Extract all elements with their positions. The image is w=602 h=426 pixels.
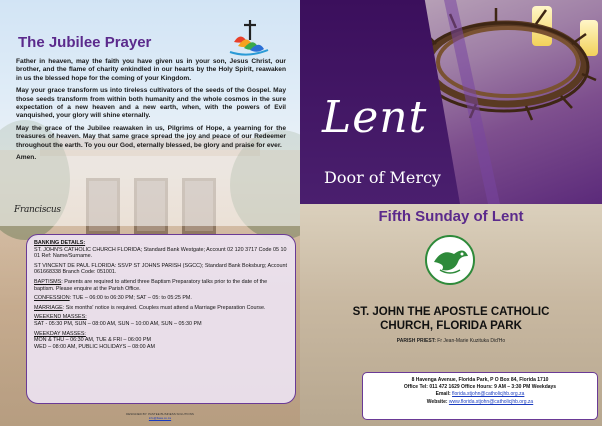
- confession-text: : TUE – 06:00 to 06:30 PM; SAT – 05: to 05:25 PM.: [69, 295, 192, 302]
- prayer-paragraph: May the grace of the Jubilee reawaken in us, Pilgrims of Hope, a yearning for the treasures of heaven. May that same grace spread the joy and peace of our Redeemer throughout the earth. To you our God, eternally blessed, be glory and praise for ever.: [16, 124, 286, 149]
- priest-label: PARISH PRIEST:: [396, 338, 436, 344]
- papal-signature: Franciscus: [14, 205, 61, 215]
- prayer-body: [16, 58, 286, 166]
- contact-website: [363, 399, 597, 406]
- lent-title: Lent: [322, 92, 428, 143]
- weekend-masses-heading: WEEKEND MASSES:: [34, 314, 87, 321]
- contact-address: 8 Havenga Avenue, Florida Park, P O Box 84, Florida 1710: [411, 377, 549, 383]
- banking-heading: BANKING DETAILS:: [34, 240, 86, 246]
- cover-panel: [300, 0, 602, 426]
- weekday-masses-heading: WEEKDAY MASSES:: [34, 330, 86, 337]
- designer-email-link[interactable]: info@fiaas.co.za: [148, 416, 172, 420]
- contact-office-hours: Office Tel: 011 472 1629 Office Hours: 9 AM – 3:30 PM Weekdays: [403, 384, 557, 391]
- baptisms-label: BAPTISMS: [34, 278, 62, 285]
- marriage-info: [34, 305, 288, 312]
- banking-church-account: ST. JOHN'S CATHOLIC CHURCH FLORIDA; Standard Bank Westgate; Account 02 120 3717 Code 05 10 01 Ref: Name/Surname.: [34, 246, 287, 260]
- website-link[interactable]: www.florida.stjohn@catholicjhb.org.za: [448, 398, 534, 405]
- lent-banner: [300, 0, 602, 204]
- baptisms-text: : Parents are required to attend three Baptism Preparatory talks prior to the date of the baptism. Please enquire at the Parish Office.: [34, 278, 268, 292]
- email-link[interactable]: florida.stjohn@catholicjhb.org.za: [452, 391, 525, 398]
- parish-details-box: [26, 234, 296, 404]
- designer-name: DESIGNED BY: PASTEE BUSINESS SOLUTIONS: [126, 412, 194, 416]
- parish-priest: [300, 338, 602, 344]
- website-label: Website:: [426, 398, 449, 405]
- weekday-masses-times: MON & THU – 06:30 AM, TUE & FRI – 06:00 PM: [34, 337, 151, 344]
- marriage-label: MARRIAGE: [34, 304, 63, 311]
- prayer-paragraph: May your grace transform us into tireless cultivators of the seeds of the Gospel. May those seeds transform from within both humanity and the whole cosmos in the sure expectation of a new heaven and a new earth, when, with the powers of Evil vanquished, your glory will shine eternally.: [16, 87, 286, 120]
- parish-name-line: CHURCH, FLORIDA PARK: [380, 319, 522, 332]
- lent-subtitle: Door of Mercy: [324, 168, 441, 187]
- marriage-text: : Six months' notice is required. Couples must attend a Marriage Preparation Course.: [62, 304, 266, 311]
- jubilee-logo-icon: [226, 14, 272, 60]
- banking-ssvp-account: ST VINCENT DE PAUL FLORIDA: SSVP ST JOHNS PARISH (SGCC); Standard Bank Boksburg; Account 061668338 Branch Code: 051001.: [34, 262, 287, 276]
- parish-name: [300, 306, 602, 333]
- parish-name-line: ST. JOHN THE APOSTLE CATHOLIC: [352, 306, 550, 318]
- confession-info: [34, 295, 288, 302]
- contact-box: [362, 372, 598, 420]
- confession-label: CONFESSION: [34, 295, 70, 302]
- contact-email: [363, 391, 597, 398]
- priest-name: Fr Jean-Marie Kuzituka Did'Ho: [435, 338, 506, 344]
- parish-eagle-logo-icon: [424, 234, 476, 286]
- weekend-masses-times: SAT - 05:30 PM, SUN – 08:00 AM, SUN – 10:00 AM, SUN – 05:30 PM: [34, 320, 202, 327]
- prayer-paragraph: Father in heaven, may the faith you have given us in your son, Jesus Christ, our brother, and the flame of charity enkindled in our hearts by the Holy Spirit, reawaken in us the blessed hope for the coming of your Kingdom.: [16, 58, 286, 82]
- weekday-masses-times: WED – 08:00 AM, PUBLIC HOLIDAYS – 08:00 AM: [34, 343, 155, 350]
- email-label: Email:: [435, 391, 453, 398]
- prayer-title: The Jubilee Prayer: [18, 34, 152, 51]
- baptisms-info: [34, 279, 288, 292]
- prayer-panel: [0, 0, 300, 426]
- designer-credit: [90, 412, 230, 420]
- sunday-heading: Fifth Sunday of Lent: [378, 208, 524, 225]
- prayer-amen: Amen.: [16, 154, 37, 162]
